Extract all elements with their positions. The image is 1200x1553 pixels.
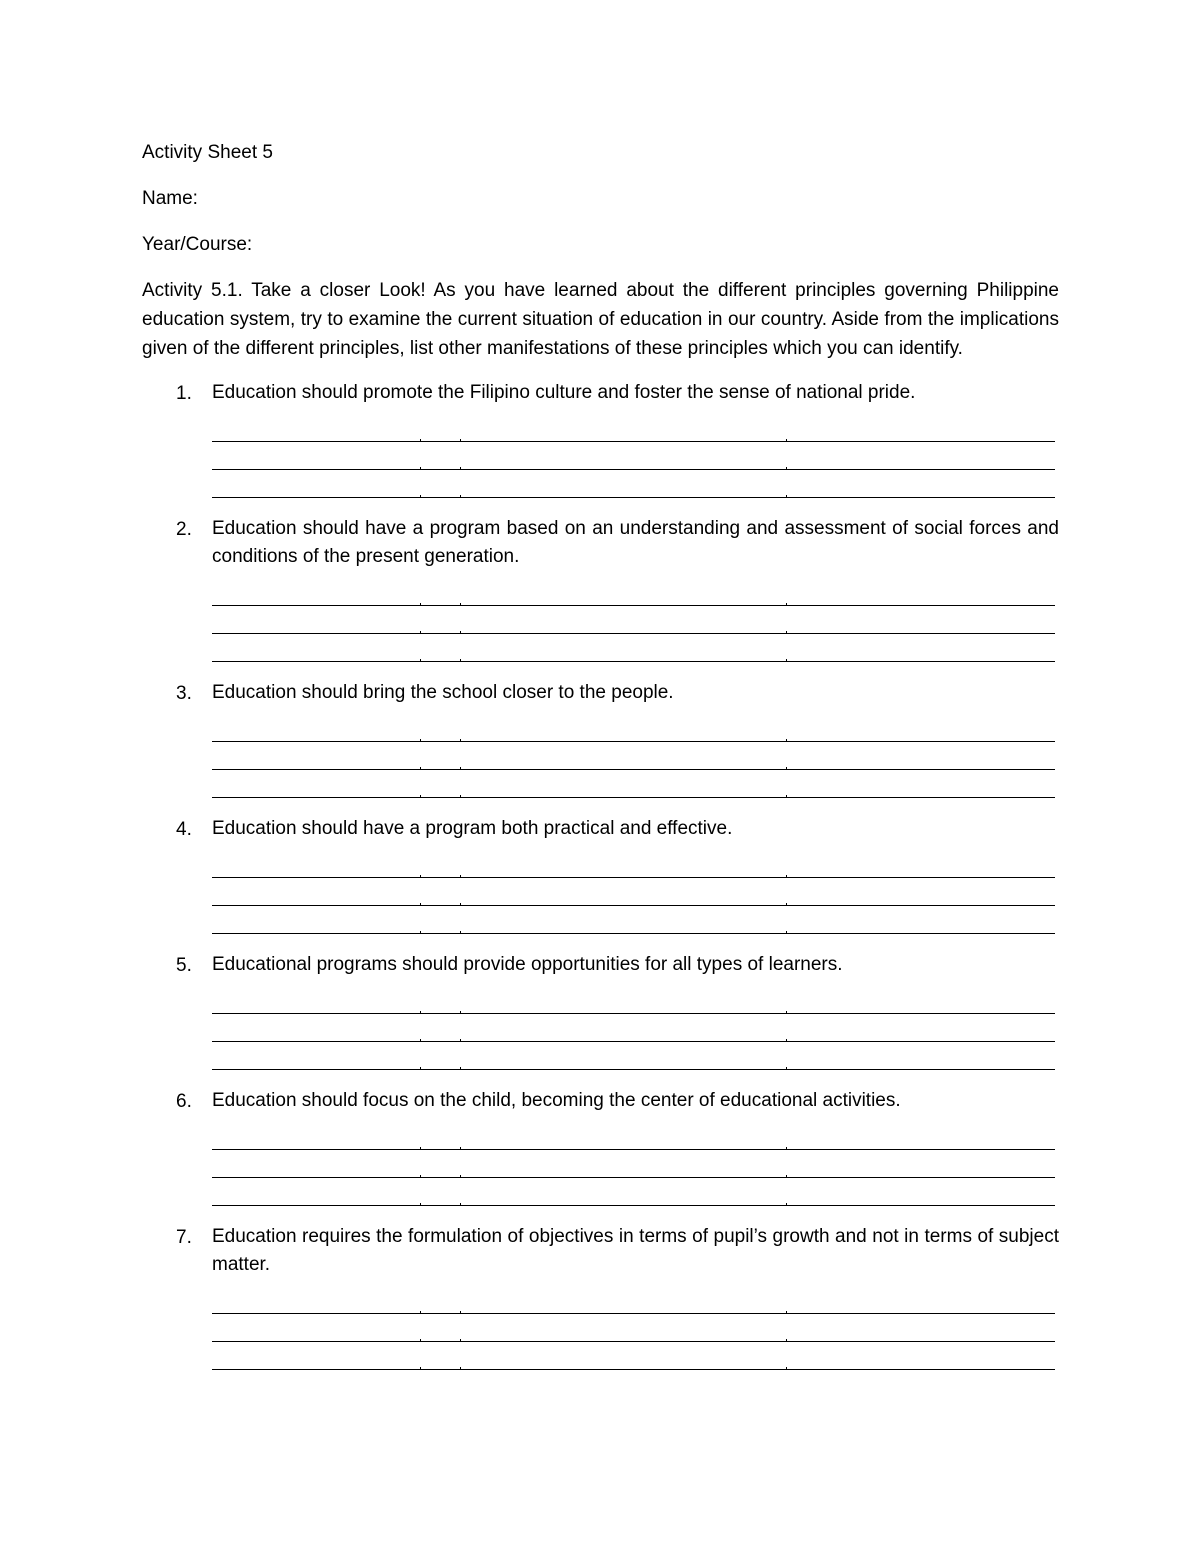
line-joint xyxy=(460,931,461,934)
answer-line[interactable] xyxy=(212,1014,1055,1042)
answer-line[interactable] xyxy=(212,1286,1055,1314)
answer-lines xyxy=(212,1286,1055,1370)
principle-item-2 xyxy=(142,515,1059,662)
answer-line[interactable] xyxy=(212,1178,1055,1206)
item-number: 3. xyxy=(176,683,192,704)
line-joint xyxy=(460,1067,461,1070)
item-text: Education should focus on the child, becoming the center of educational activities. xyxy=(212,1090,901,1111)
principle-item-5 xyxy=(142,951,1059,1070)
answer-line[interactable] xyxy=(212,850,1055,878)
item-text: Education should promote the Filipino culture and foster the sense of national pride. xyxy=(212,382,916,403)
item-number: 5. xyxy=(176,955,192,976)
item-text: Educational programs should provide opportunities for all types of learners. xyxy=(212,954,843,975)
answer-line[interactable] xyxy=(212,1150,1055,1178)
answer-line[interactable] xyxy=(212,578,1055,606)
item-number: 2. xyxy=(176,519,192,540)
answer-line[interactable] xyxy=(212,470,1055,498)
activity-instructions: Activity 5.1. Take a closer Look! As you have learned about the different principles governing Philippine education system, try to examine the current situation of education in our country. Aside from the implications given of the different principles, list other manifestations of these principles which you can identify. xyxy=(142,280,1059,359)
line-joint xyxy=(460,795,461,798)
name-label: Name: xyxy=(142,188,198,209)
principle-item-4 xyxy=(142,815,1059,934)
line-joint xyxy=(460,495,461,498)
answer-line[interactable] xyxy=(212,878,1055,906)
answer-line[interactable] xyxy=(212,1042,1055,1070)
principles-list xyxy=(142,379,1059,1370)
principle-item-1 xyxy=(142,379,1059,498)
answer-line[interactable] xyxy=(212,1122,1055,1150)
answer-line[interactable] xyxy=(212,442,1055,470)
answer-line[interactable] xyxy=(212,906,1055,934)
answer-lines xyxy=(212,1122,1055,1206)
item-text: Education should have a program both practical and effective. xyxy=(212,818,733,839)
activity-sheet-page xyxy=(142,138,1059,1387)
item-text: Education should have a program based on an understanding and assessment of social forces and conditions of the present generation. xyxy=(212,518,1059,567)
principle-item-7 xyxy=(142,1223,1059,1370)
line-joint xyxy=(460,659,461,662)
answer-line[interactable] xyxy=(212,414,1055,442)
line-joint xyxy=(460,1203,461,1206)
answer-line[interactable] xyxy=(212,634,1055,662)
answer-line[interactable] xyxy=(212,770,1055,798)
answer-line[interactable] xyxy=(212,606,1055,634)
item-number: 7. xyxy=(176,1227,192,1248)
answer-line[interactable] xyxy=(212,714,1055,742)
answer-lines xyxy=(212,578,1055,662)
answer-line[interactable] xyxy=(212,742,1055,770)
answer-lines xyxy=(212,714,1055,798)
item-text: Education requires the formulation of objectives in terms of pupil’s growth and not in terms of subject matter. xyxy=(212,1226,1059,1275)
course-label: Year/Course: xyxy=(142,234,253,255)
answer-lines xyxy=(212,850,1055,934)
line-joint xyxy=(460,1367,461,1370)
principle-item-3 xyxy=(142,679,1059,798)
answer-line[interactable] xyxy=(212,1342,1055,1370)
item-number: 6. xyxy=(176,1091,192,1112)
item-number: 4. xyxy=(176,819,192,840)
answer-lines xyxy=(212,986,1055,1070)
answer-lines xyxy=(212,414,1055,498)
item-text: Education should bring the school closer to the people. xyxy=(212,682,674,703)
answer-line[interactable] xyxy=(212,986,1055,1014)
answer-line[interactable] xyxy=(212,1314,1055,1342)
sheet-title: Activity Sheet 5 xyxy=(142,142,273,163)
principle-item-6 xyxy=(142,1087,1059,1206)
item-number: 1. xyxy=(176,383,192,404)
